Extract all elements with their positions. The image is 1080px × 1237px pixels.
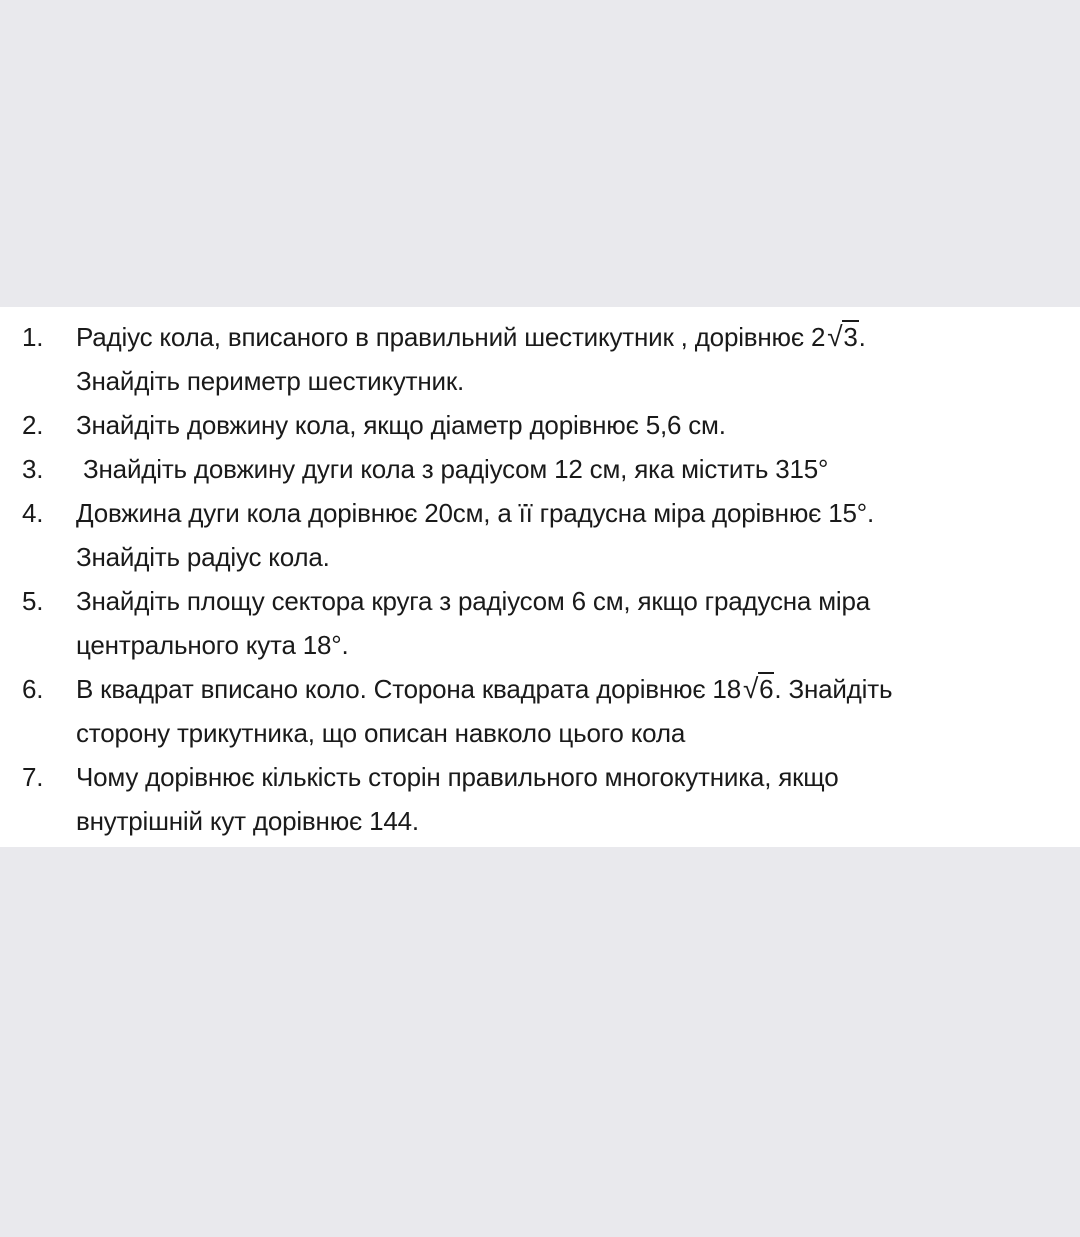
radicand: 3 xyxy=(843,322,858,352)
task-number: 7. xyxy=(22,762,44,792)
task-text-line: Знайдіть периметр шестикутник. xyxy=(76,366,465,396)
task-text-line: сторону трикутника, що описан навколо цього кола xyxy=(76,718,686,748)
task-text-line: Знайдіть площу сектора круга з радіусом 6 см, якщо градусна міра xyxy=(76,586,870,616)
task-number: 6. xyxy=(22,674,44,704)
radicand: 6 xyxy=(759,674,774,704)
task-text: . xyxy=(858,322,866,352)
task-text-line: Довжина дуги кола дорівнює 20см, а її градусна міра дорівнює 15°. xyxy=(76,498,874,528)
task-text-line: Знайдіть довжину кола, якщо діаметр дорівнює 5,6 см. xyxy=(76,410,726,440)
task-text: Радіус кола, вписаного в правильний шестикутник , дорівнює 2 xyxy=(76,322,826,352)
task-3 xyxy=(0,447,1080,491)
task-text-line xyxy=(76,667,1050,711)
task-7 xyxy=(0,755,1080,843)
task-2 xyxy=(0,403,1080,447)
task-text-line xyxy=(76,315,1050,359)
task-number: 3. xyxy=(22,454,44,484)
task-text: . Знайдіть xyxy=(774,674,893,704)
task-list xyxy=(0,315,1080,843)
square-root: √6 xyxy=(742,673,774,704)
task-text: В квадрат вписано коло. Сторона квадрата дорівнює 18 xyxy=(76,674,741,704)
task-number: 4. xyxy=(22,498,44,528)
task-number: 5. xyxy=(22,586,44,616)
task-4 xyxy=(0,491,1080,579)
task-number: 2. xyxy=(22,410,44,440)
task-text-line: центрального кута 18°. xyxy=(76,630,349,660)
worksheet xyxy=(0,307,1080,847)
task-6 xyxy=(0,667,1080,755)
task-text-line: Чому дорівнює кількість сторін правильного многокутника, якщо xyxy=(76,762,839,792)
task-text-line: Знайдіть радіус кола. xyxy=(76,542,330,572)
task-text-line: Знайдіть довжину дуги кола з радіусом 12 см, яка містить 315° xyxy=(76,454,829,484)
task-5 xyxy=(0,579,1080,667)
task-1 xyxy=(0,315,1080,403)
square-root: √3 xyxy=(827,321,858,352)
task-number: 1. xyxy=(22,322,44,352)
task-text-line: внутрішній кут дорівнює 144. xyxy=(76,806,419,836)
